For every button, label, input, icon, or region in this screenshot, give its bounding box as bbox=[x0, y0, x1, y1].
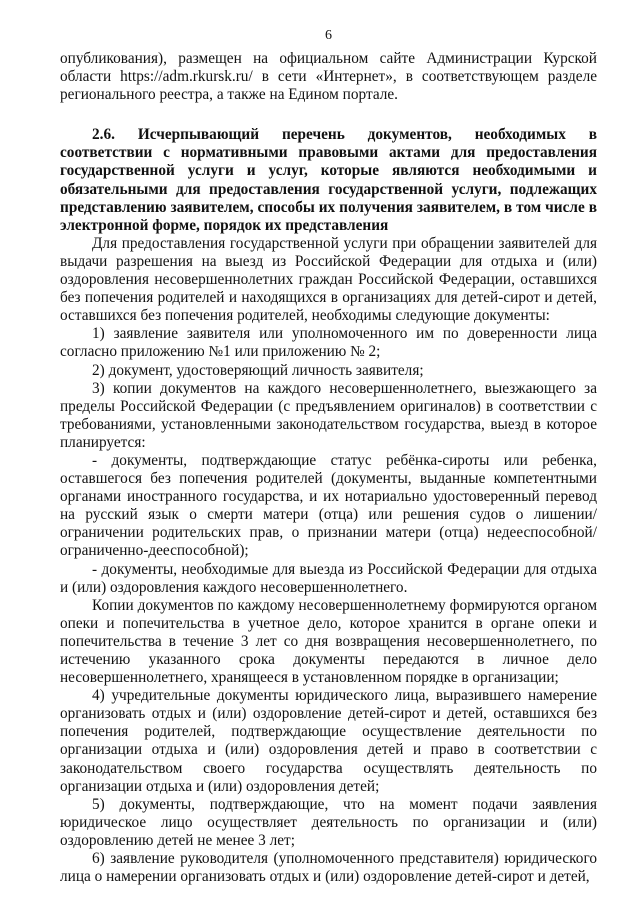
page-number: 6 bbox=[325, 28, 332, 43]
paragraph-intro: Для предоставления государственной услуги при обращении заявителей для выдачи разрешения на выезд из Российской Федерации для отдыха и (или) оздоровления несовершеннолетних граждан Российской Федерации, оставшихся без попечения родителей и находящихся в организациях для детей-сирот и детей, оставшихся без попечения родителей, необходимы следующие документы: bbox=[60, 234, 597, 325]
sub-item-orphan-status: - документы, подтверждающие статус ребёнка-сироты или ребенка, оставшегося без попечения родителей (документы, выданные компетентными органами иностранного государства, и их нотариально удостоверенный перевод на русский язык о смерти матери (отца) или решения судов о лишении/ограничении родительских прав, о признании матери (отца) недееспособной/ограниченно-дееспособной); bbox=[60, 451, 597, 560]
list-item-2: 2) документ, удостоверяющий личность заявителя; bbox=[92, 361, 424, 379]
list-item-5: 5) документы, подтверждающие, что на момент подачи заявления юридическое лицо осуществляет деятельность по организации и (или) оздоровлению детей не менее 3 лет; bbox=[60, 795, 597, 849]
top-paragraph: опубликования), размещен на официальном сайте Администрации Курской области https://adm.rkursk.ru/ в сети «Интернет», в соответствующем разделе регионального реестра, а также на Едином портале. bbox=[60, 50, 597, 104]
document-page bbox=[60, 28, 597, 886]
sub-item-exit-documents: - документы, необходимые для выезда из Российской Федерации для отдыха и (или) оздоровления каждого несовершеннолетнего. bbox=[60, 560, 597, 596]
list-item-4: 4) учредительные документы юридического лица, выразившего намерение организовать отдых и (или) оздоровление детей-сирот и детей, оставшихся без попечения родителей, подтверждающие осуществление деятельности по организации отдыха и (или) оздоровления детей и право в соответствии с законодательством своего государства осуществлять деятельность по организации отдыха и (или) оздоровления детей; bbox=[60, 687, 597, 795]
paragraph-copies: Копии документов по каждому несовершеннолетнему формируются органом опеки и попечительства в учетное дело, которое хранится в органе опеки и попечительства в течение 3 лет со дня возвращения несовершеннолетнего, по истечению указанного срока документы передаются в личное дело несовершеннолетнего, хранящееся в установленном порядке в организации; bbox=[60, 596, 597, 687]
list-item-6: 6) заявление руководителя (уполномоченного представителя) юридического лица о намерении организовать отдых и (или) оздоровление детей-сирот и детей, bbox=[60, 850, 597, 886]
list-item-3: 3) копии документов на каждого несовершеннолетнего, выезжающего за пределы Российской Федерации (с предъявлением оригиналов) в соответствии с требованиями, установленными законодательством государства, выезд в которое планируется: bbox=[60, 379, 597, 451]
list-item-1: 1) заявление заявителя или уполномоченного им по доверенности лица согласно приложению №1 или приложению № 2; bbox=[60, 325, 597, 361]
section-heading: 2.6. Исчерпывающий перечень документов, необходимых в соответствии с нормативными правовыми актами для предоставления государственной услуги и услуг, которые являются необходимыми и обязательными для предоставления государственной услуги, подлежащих представлению заявителем, способы их получения заявителем, в том числе в электронной форме, порядок их представления bbox=[60, 126, 597, 234]
